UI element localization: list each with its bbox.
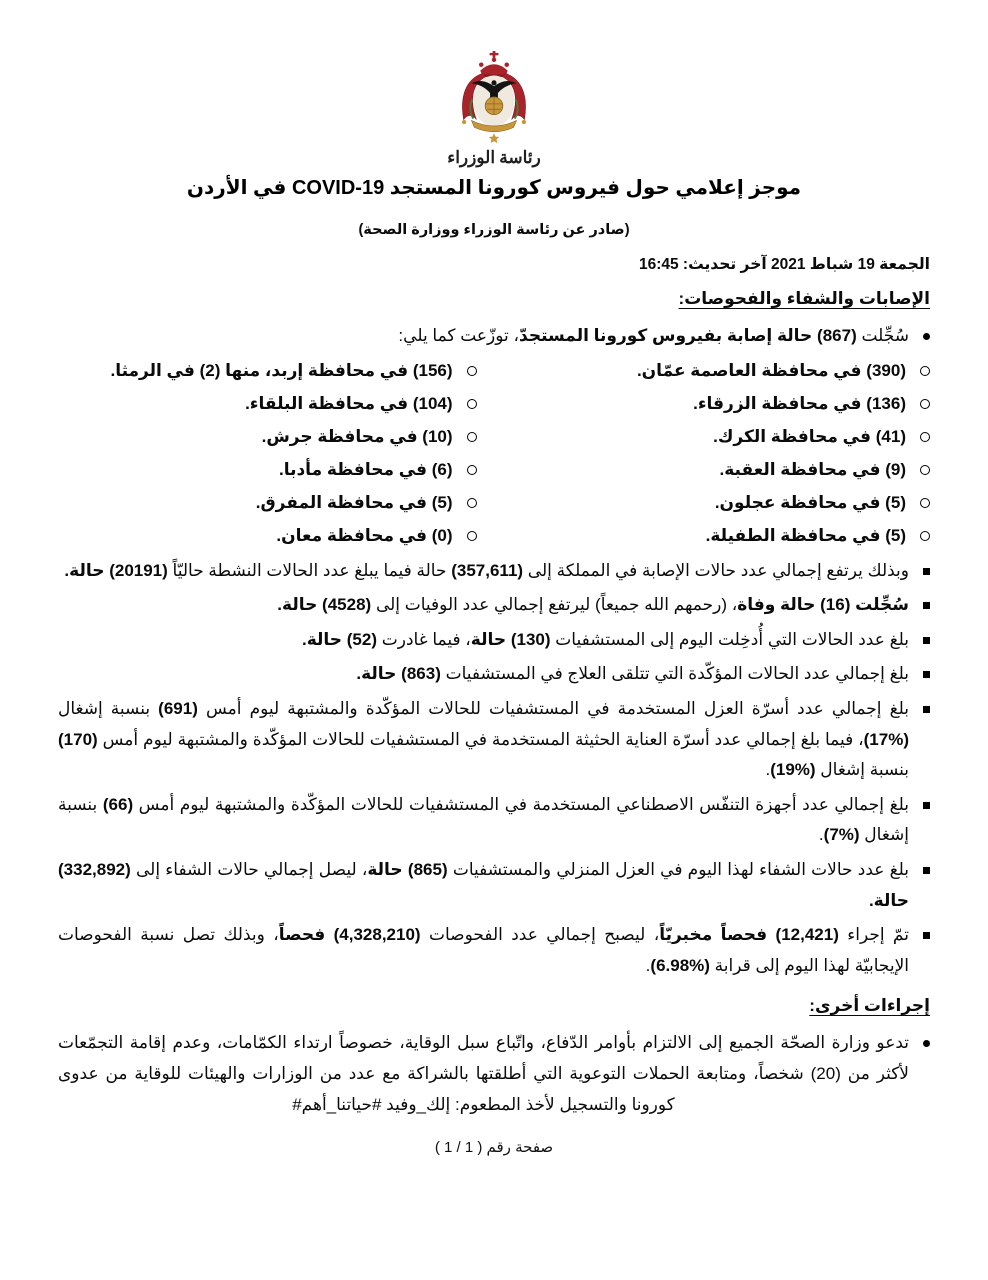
text-segment: بلغ عدد حالات الشفاء لهذا اليوم في العزل المنزلي والمستشفيات <box>447 859 909 879</box>
circle-bullet-icon <box>467 366 477 376</box>
text-segment: . <box>645 955 651 975</box>
text-segment: . <box>818 825 824 845</box>
text-segment: (332,892) حالة. <box>58 859 909 910</box>
stat-text <box>58 625 909 656</box>
stat-item <box>58 625 930 656</box>
text-segment: (12,421) فحصاً مخبريّاً <box>659 925 839 945</box>
text-segment: بلغ إجمالي عدد الحالات المؤكّدة التي تتلقى العلاج في المستشفيات <box>440 664 909 684</box>
round-bullet-icon <box>923 1040 930 1047</box>
governorates-column-left <box>58 354 477 552</box>
governorate-text: (41) في محافظة الكرك. <box>713 426 906 446</box>
text-segment: ، فيما بلغ إجمالي عدد أسرّة العناية الحثيثة المستخدمة في المستشفيات للحالات المؤكّدة والمشتبهة ليوم أمس <box>97 729 864 749</box>
governorate-text: (0) في محافظة معان. <box>276 525 453 545</box>
text-segment: (863) حالة. <box>356 664 441 684</box>
text-segment: ، ليصل إجمالي حالات الشفاء إلى <box>130 859 368 879</box>
stat-item <box>58 556 930 587</box>
governorate-text: (10) في محافظة جرش. <box>261 426 453 446</box>
circle-bullet-icon <box>920 366 930 376</box>
intro-bullet-item <box>58 321 930 352</box>
text-segment: ، توزّعت كما يلي: <box>398 326 519 345</box>
text-segment: ، فيما غادرت <box>377 629 471 649</box>
circle-bullet-icon <box>467 498 477 508</box>
text-segment: (4528) حالة. <box>277 595 372 615</box>
stat-text <box>58 659 909 690</box>
text-segment: (691) <box>158 698 198 718</box>
governorate-item <box>58 519 477 552</box>
text-segment: #إلك_وفيد #حياتنا_أهم <box>292 1094 451 1114</box>
circle-bullet-icon <box>920 498 930 508</box>
stat-text <box>58 920 909 981</box>
circle-bullet-icon <box>920 531 930 541</box>
text-segment: . <box>765 760 771 780</box>
stat-text <box>58 790 909 851</box>
governorate-item <box>58 453 477 486</box>
page-subtitle: (صادر عن رئاسة الوزراء ووزارة الصحة) <box>358 222 630 238</box>
square-bullet-icon <box>923 802 930 809</box>
circle-bullet-icon <box>467 465 477 475</box>
text-segment: ، (رحمهم الله جميعاً) ليرتفع إجمالي عدد الوفيات إلى <box>371 595 738 615</box>
date-line: الجمعة 19 شباط 2021 آخر تحديث: 16:45 <box>638 256 930 273</box>
text-segment: بنسبة إشغال <box>815 760 909 780</box>
text-segment: تمّ إجراء <box>838 925 909 945</box>
circle-bullet-icon <box>920 465 930 475</box>
stat-text <box>58 855 909 916</box>
logo-block <box>58 50 930 168</box>
square-bullet-icon <box>923 867 930 874</box>
text-segment: وبذلك يرتفع إجمالي عدد حالات الإصابة في المملكة إلى <box>523 560 909 580</box>
square-bullet-icon <box>923 932 930 939</box>
circle-bullet-icon <box>467 399 477 409</box>
governorate-item <box>477 453 930 486</box>
stat-item <box>58 920 930 981</box>
intro-bullet-text <box>58 321 909 352</box>
logo-caption: رئاسة الوزراء <box>447 148 541 167</box>
circle-bullet-icon <box>920 399 930 409</box>
text-segment: (130) حالة <box>470 629 551 649</box>
text-segment: (865) حالة <box>367 859 448 879</box>
text-segment: (66) <box>102 794 134 814</box>
governorate-item <box>477 519 930 552</box>
stat-item <box>58 590 930 621</box>
text-segment: (%7) <box>823 825 860 845</box>
text-segment: سُجِّلت (16) حالة وفاة <box>737 595 909 615</box>
text-segment: (357,611) <box>451 560 524 580</box>
text-segment: ، ليصبح إجمالي عدد الفحوصات <box>420 925 660 945</box>
governorates-list <box>58 354 930 552</box>
page-number: صفحة رقم ( 1 / 1 ) <box>434 1139 554 1157</box>
text-segment: بنسبة إشغال <box>58 698 159 718</box>
page-title: موجز إعلامي حول فيروس كورونا المستجد COVID-19 في الأردن <box>186 177 802 199</box>
text-segment: (%19) <box>770 760 816 780</box>
text-segment: سُجِّلت <box>856 326 909 345</box>
section-heading-cases: الإصابات والشفاء والفحوصات: <box>678 289 930 308</box>
governorate-text: (136) في محافظة الزرقاء. <box>693 393 906 413</box>
governorate-text: (9) في محافظة العقبة. <box>719 459 906 479</box>
text-segment: حالة فيما يبلغ عدد الحالات النشطة حاليّاً <box>167 560 452 580</box>
circle-bullet-icon <box>920 432 930 442</box>
governorate-item <box>477 420 930 453</box>
governorate-item <box>477 387 930 420</box>
other-bullet-text <box>58 1028 909 1120</box>
text-segment: بنسبة إشغال <box>58 794 909 845</box>
governorates-column-right <box>477 354 930 552</box>
circle-bullet-icon <box>467 531 477 541</box>
stat-item <box>58 855 930 916</box>
text-segment: (%6.98) <box>650 955 710 975</box>
stat-text <box>58 694 909 786</box>
text-segment: (%17) <box>863 729 909 749</box>
text-segment: بلغ إجمالي عدد أجهزة التنفّس الاصطناعي المستخدمة في المستشفيات للحالات المؤكّدة والمشتبهة ليوم أمس <box>133 794 909 814</box>
square-bullet-icon <box>923 671 930 678</box>
stat-item <box>58 694 930 786</box>
governorate-item <box>477 354 930 387</box>
governorate-item <box>58 354 477 387</box>
other-bullet-item <box>58 1028 930 1120</box>
governorate-text: (5) في محافظة الطفيلة. <box>705 525 906 545</box>
round-bullet-icon <box>923 333 930 340</box>
text-segment: (867) حالة إصابة بفيروس كورونا المستجدّ <box>519 326 857 345</box>
star-icon <box>489 133 499 143</box>
square-bullet-icon <box>923 637 930 644</box>
globe-icon <box>485 97 503 115</box>
governorate-text: (390) في محافظة العاصمة عمّان. <box>636 360 906 380</box>
crown-icon <box>479 51 509 77</box>
stats-list <box>58 556 930 982</box>
governorate-text: (5) في محافظة المفرق. <box>255 492 453 512</box>
stat-item <box>58 659 930 690</box>
square-bullet-icon <box>923 602 930 609</box>
governorate-item <box>477 486 930 519</box>
governorate-text: (104) في محافظة البلقاء. <box>245 393 453 413</box>
stat-text <box>58 556 909 587</box>
governorate-item <box>58 486 477 519</box>
governorate-text: (6) في محافظة مأدبا. <box>278 459 453 479</box>
square-bullet-icon <box>923 706 930 713</box>
governorate-text: (5) في محافظة عجلون. <box>714 492 906 512</box>
text-segment: (20191) حالة. <box>64 560 168 580</box>
text-segment: تدعو وزارة الصحّة الجميع إلى الالتزام بأوامر الدّفاع، واتّباع سبل الوقاية، خصوصاً ارتداء الكمّامات، وعدم إقامة التجمّعات لأكثر من (20) شخصاً، ومتابعة الحملات التوعوية التي أطلقتها بالشراكة مع عدد من الوزارات والهيئات للوقاية من عدوى كورونا والتسجيل لأخذ المطعوم: <box>58 1033 910 1114</box>
text-segment: (170) <box>58 729 98 749</box>
section-heading-other: إجراءات أخرى: <box>809 996 930 1016</box>
governorate-item <box>58 420 477 453</box>
text-segment: بلغ إجمالي عدد أسرّة العزل المستخدمة في المستشفيات للحالات المؤكّدة والمشتبهة ليوم أمس <box>197 698 909 718</box>
stat-text <box>58 590 909 621</box>
circle-bullet-icon <box>467 432 477 442</box>
text-segment: (4,328,210) فحصاً <box>278 925 421 945</box>
governorate-text: (156) في محافظة إربد، منها (2) في الرمثا. <box>110 360 453 380</box>
governorate-item <box>58 387 477 420</box>
square-bullet-icon <box>923 568 930 575</box>
stat-item <box>58 790 930 851</box>
text-segment: ، وبذلك تصل نسبة الفحوصات الإيجابيّة لهذا اليوم إلى قرابة <box>58 925 909 975</box>
jordan-coat-of-arms-logo <box>435 50 553 146</box>
text-segment: بلغ عدد الحالات التي أُدخِلت اليوم إلى المستشفيات <box>550 629 909 649</box>
text-segment: (52) حالة. <box>301 629 378 649</box>
